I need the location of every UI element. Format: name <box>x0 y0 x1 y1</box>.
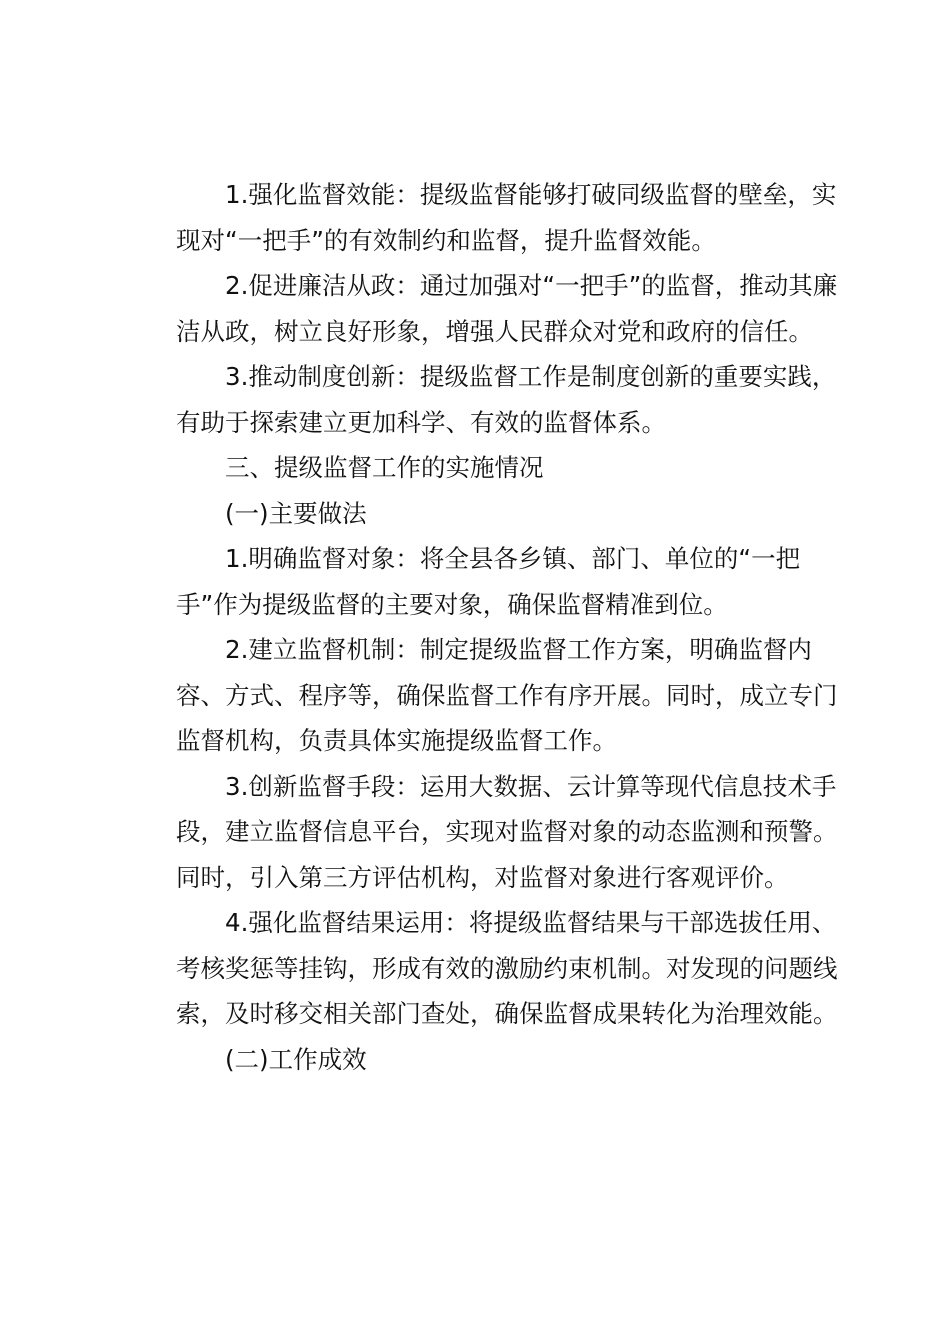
text-line: 同时，引入第三方评估机构，对监督对象进行客观评价。 <box>176 862 789 892</box>
text-line: 容、方式、程序等，确保监督工作有序开展。同时，成立专门 <box>176 680 838 710</box>
text-line: 3.推动制度创新：提级监督工作是制度创新的重要实践， <box>225 362 837 391</box>
section-heading-implementation <box>127 445 827 491</box>
subsection-heading-results <box>127 1037 827 1083</box>
heading-text: (二)工作成效 <box>225 1044 367 1074</box>
text-line: 洁从政，树立良好形象，增强人民群众对党和政府的信任。 <box>176 316 813 346</box>
paragraph-clarify-targets <box>127 536 827 627</box>
heading-text: 三、提级监督工作的实施情况 <box>225 453 544 482</box>
paragraph-strengthen-supervision <box>127 172 837 263</box>
paragraph-innovate-methods <box>127 764 838 901</box>
document-body <box>127 172 838 1082</box>
text-line: 2.建立监督机制：制定提级监督工作方案，明确监督内 <box>225 635 812 664</box>
text-line: 索，及时移交相关部门查处，确保监督成果转化为治理效能。 <box>176 999 838 1028</box>
heading-text: (一)主要做法 <box>225 498 367 528</box>
paragraph-establish-mechanism <box>127 627 838 764</box>
text-line: 手”作为提级监督的主要对象，确保监督精准到位。 <box>176 589 728 619</box>
text-line: 监督机构，负责具体实施提级监督工作。 <box>176 726 617 755</box>
text-line: 3.创新监督手段：运用大数据、云计算等现代信息技术手 <box>225 771 837 801</box>
paragraph-promote-integrity <box>127 263 838 354</box>
text-line: 有助于探索建立更加科学、有效的监督体系。 <box>176 407 666 437</box>
text-line: 1.强化监督效能：提级监督能够打破同级监督的壁垒，实 <box>225 180 837 209</box>
paragraph-institutional-innovation <box>127 354 837 445</box>
text-line: 1.明确监督对象：将全县各乡镇、部门、单位的“一把 <box>225 544 801 573</box>
text-line: 考核奖惩等挂钩，形成有效的激励约束机制。对发现的问题线 <box>176 953 838 983</box>
text-line: 4.强化监督结果运用：将提级监督结果与干部选拔任用、 <box>225 908 837 937</box>
text-line: 现对“一把手”的有效制约和监督，提升监督效能。 <box>176 225 716 255</box>
text-line: 段，建立监督信息平台，实现对监督对象的动态监测和预警。 <box>176 817 838 846</box>
text-line: 2.促进廉洁从政：通过加强对“一把手”的监督，推动其廉 <box>225 271 838 300</box>
subsection-heading-main-practices <box>127 491 827 537</box>
paragraph-apply-results <box>127 900 838 1037</box>
